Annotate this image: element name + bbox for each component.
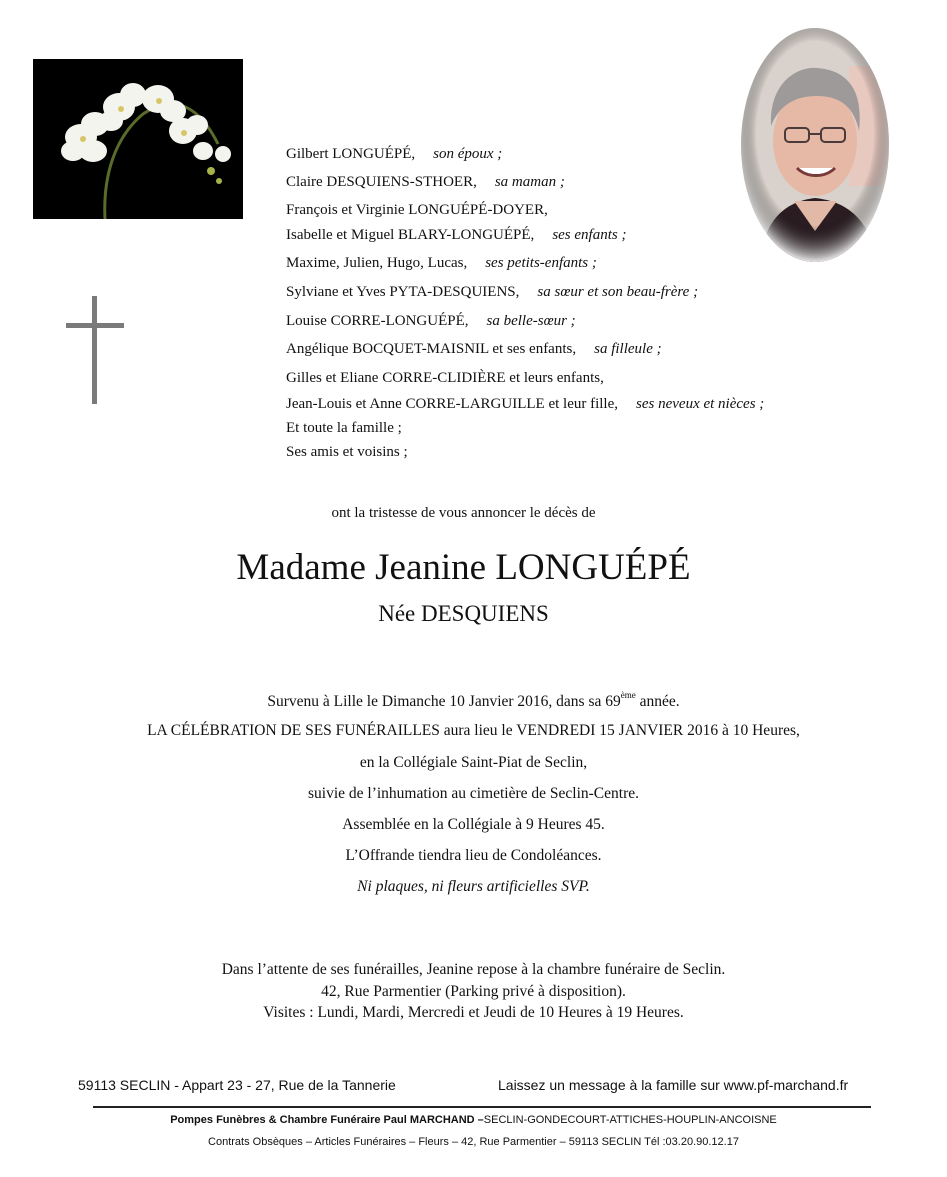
family-name: Louise CORRE-LONGUÉPÉ, [286,313,469,329]
offering-line: L’Offrande tiendra lieu de Condoléances. [345,847,602,864]
family-line-3 [286,201,548,219]
footer-divider [93,1106,871,1108]
family-name: Angélique BOCQUET-MAISNIL et ses enfants, [286,341,577,357]
family-name: Gilbert LONGUÉPÉ, [286,146,416,162]
flowers-line: Ni plaques, ni fleurs artificielles SVP. [357,878,590,895]
family-name: Et toute la famille ; [286,420,402,436]
company-name: Pompes Funèbres & Chambre Funéraire Paul MARCHAND – [170,1114,484,1126]
family-name: Isabelle et Miguel BLARY-LONGUÉPÉ, [286,227,535,243]
ordinal-sup: ème [620,690,636,700]
family-role: sa sœur et son beau-frère ; [537,284,699,300]
family-line-2 [286,173,565,191]
repose-line-3: Visites : Lundi, Mardi, Mercredi et Jeudi de 10 Heures à 19 Heures. [263,1004,684,1021]
family-name: Ses amis et voisins ; [286,444,408,460]
footer-company [0,1114,947,1126]
portrait-photo [739,26,891,264]
burial-line: suivie de l’inhumation au cimetière de Seclin-Centre. [308,785,639,802]
family-name: Jean-Louis et Anne CORRE-LARGUILLE et leur fille, [286,396,619,412]
deceased-text-end: année. [635,693,680,710]
family-role: ses petits-enfants ; [485,255,597,271]
footer-message-link[interactable]: Laissez un message à la famille sur www.pf-marchand.fr [498,1077,849,1093]
company-locations: SECLIN-GONDECOURT-ATTICHES-HOUPLIN-ANCOISNE [483,1114,777,1126]
footer-address: 59113 SECLIN - Appart 23 - 27, Rue de la Tannerie [78,1077,396,1093]
repose-line-2: 42, Rue Parmentier (Parking privé à disposition). [321,983,626,1000]
family-name: Sylviane et Yves PYTA-DESQUIENS, [286,284,520,300]
family-role: sa belle-sœur ; [486,313,576,329]
family-name: Gilles et Eliane CORRE-CLIDIÈRE et leurs enfants, [286,370,604,386]
family-line-11 [286,419,402,437]
family-line-12 [286,443,408,461]
deceased-name: Madame Jeanine LONGUÉPÉ [236,547,691,588]
family-line-9 [286,369,604,387]
orchid-image [33,59,243,219]
family-role: sa filleule ; [594,341,662,357]
family-role: son époux ; [433,146,503,162]
footer-contracts: Contrats Obsèques – Articles Funéraires – Fleurs – 42, Rue Parmentier – 59113 SECLIN Tél :03.20.90.12.17 [208,1136,739,1148]
family-line-10 [286,395,764,413]
deceased-text: Survenu à Lille le Dimanche 10 Janvier 2016, dans sa 69 [267,693,621,710]
family-role: sa maman ; [494,174,565,190]
ceremony-line: LA CÉLÉBRATION DE SES FUNÉRAILLES aura lieu le VENDREDI 15 JANVIER 2016 à 10 Heures, [147,722,800,739]
deceased-line [0,690,947,711]
repose-line-1: Dans l’attente de ses funérailles, Jeanine repose à la chambre funéraire de Seclin. [221,961,726,978]
family-name: Maxime, Julien, Hugo, Lucas, [286,255,468,271]
family-line-1 [286,145,502,163]
family-line-4 [286,226,626,244]
place-line: en la Collégiale Saint-Piat de Seclin, [359,754,588,771]
family-line-8 [286,340,662,358]
maiden-name: Née DESQUIENS [378,601,549,626]
family-role: ses enfants ; [552,227,627,243]
family-role: ses neveux et nièces ; [636,396,765,412]
family-line-7 [286,312,576,330]
assembly-line: Assemblée en la Collégiale à 9 Heures 45. [342,816,605,833]
family-name: Claire DESQUIENS-STHOER, [286,174,477,190]
family-line-6 [286,283,698,301]
announcement-intro: ont la tristesse de vous annoncer le décès de [331,505,596,521]
family-line-5 [286,254,597,272]
cross-icon [64,296,126,406]
family-name: François et Virginie LONGUÉPÉ-DOYER, [286,202,548,218]
